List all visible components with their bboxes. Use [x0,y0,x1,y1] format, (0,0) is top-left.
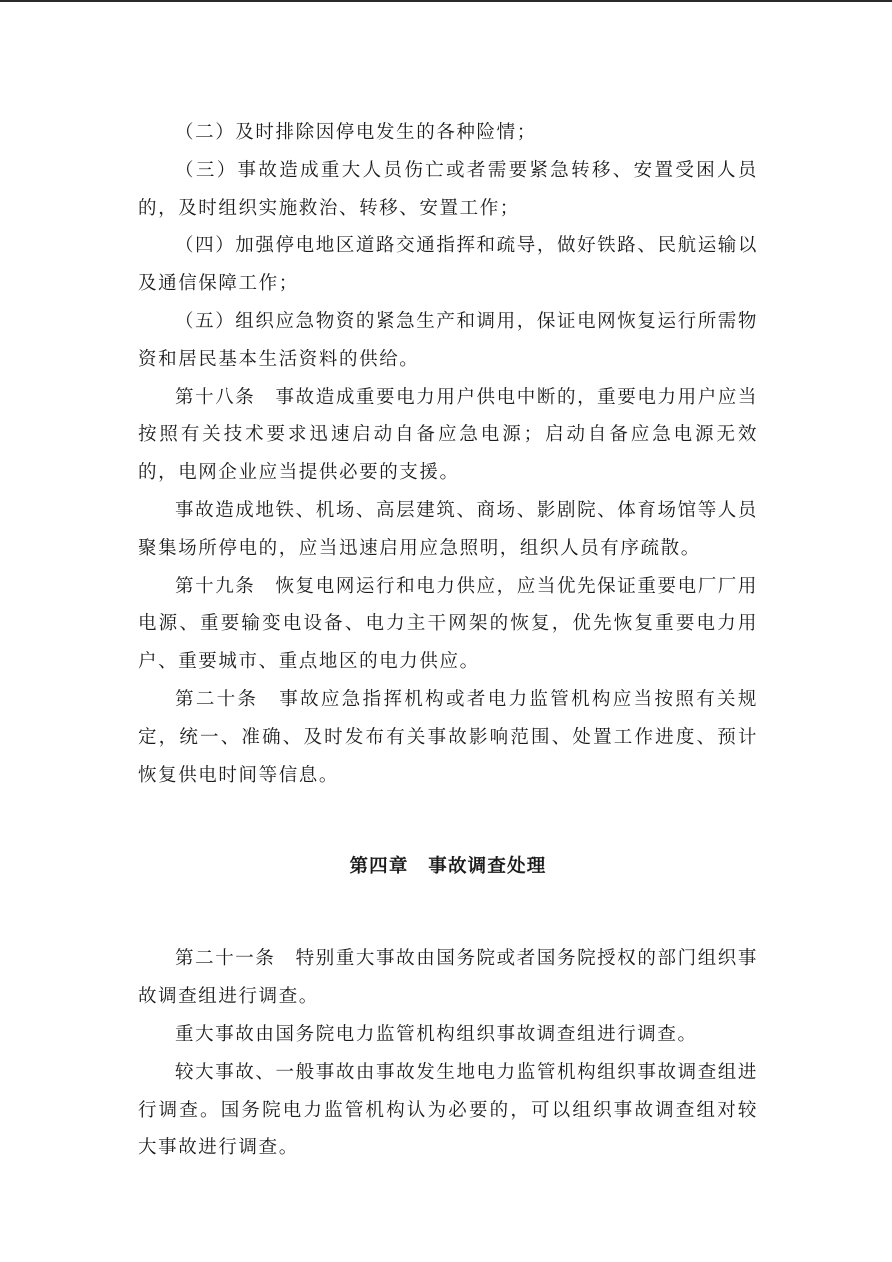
chapter-title: 第四章 事故调查处理 [349,856,547,878]
top-border-line [0,0,892,2]
article-21: 第二十一条 特别重大事故由国务院或者国务院授权的部门组织事故调查组进行调查。 [138,948,758,1008]
paragraph-item-2: （二）及时排除因停电发生的各种险情； [175,122,537,143]
document-page [138,114,758,1167]
article-19: 第十九条 恢复电网运行和电力供应，应当优先保证重要电厂厂用电源、重要输变电设备、电力主干网架的恢复，优先恢复重要电力用户、重要城市、重点地区的电力供应。 [138,575,758,673]
article-21-paragraph-3: 较大事故、一般事故由事故发生地电力监管机构组织事故调查组进行调查。国务院电力监管机构认为必要的，可以组织事故调查组对较大事故进行调查。 [138,1061,758,1159]
article-18: 第十八条 事故造成重要电力用户供电中断的，重要电力用户应当按照有关技术要求迅速启动自备应急电源；启动自备应急电源无效的，电网企业应当提供必要的支援。 [138,386,758,484]
article-18-paragraph-2: 事故造成地铁、机场、高层建筑、商场、影剧院、体育场馆等人员聚集场所停电的，应当迅速启用应急照明，组织人员有序疏散。 [138,499,758,559]
paragraph-item-4: （四）加强停电地区道路交通指挥和疏导，做好铁路、民航运输以及通信保障工作； [138,235,758,295]
article-21-paragraph-2: 重大事故由国务院电力监管机构组织事故调查组进行调查。 [175,1023,698,1045]
paragraph-item-3: （三）事故造成重大人员伤亡或者需要紧急转移、安置受困人员的，及时组织实施救治、转移、安置工作； [138,159,758,219]
paragraph-item-5: （五）组织应急物资的紧急生产和调用，保证电网恢复运行所需物资和居民基本生活资料的供给。 [138,310,758,370]
article-20: 第二十条 事故应急指挥机构或者电力监管机构应当按照有关规定，统一、准确、及时发布有关事故影响范围、处置工作进度、预计恢复供电时间等信息。 [138,688,758,786]
